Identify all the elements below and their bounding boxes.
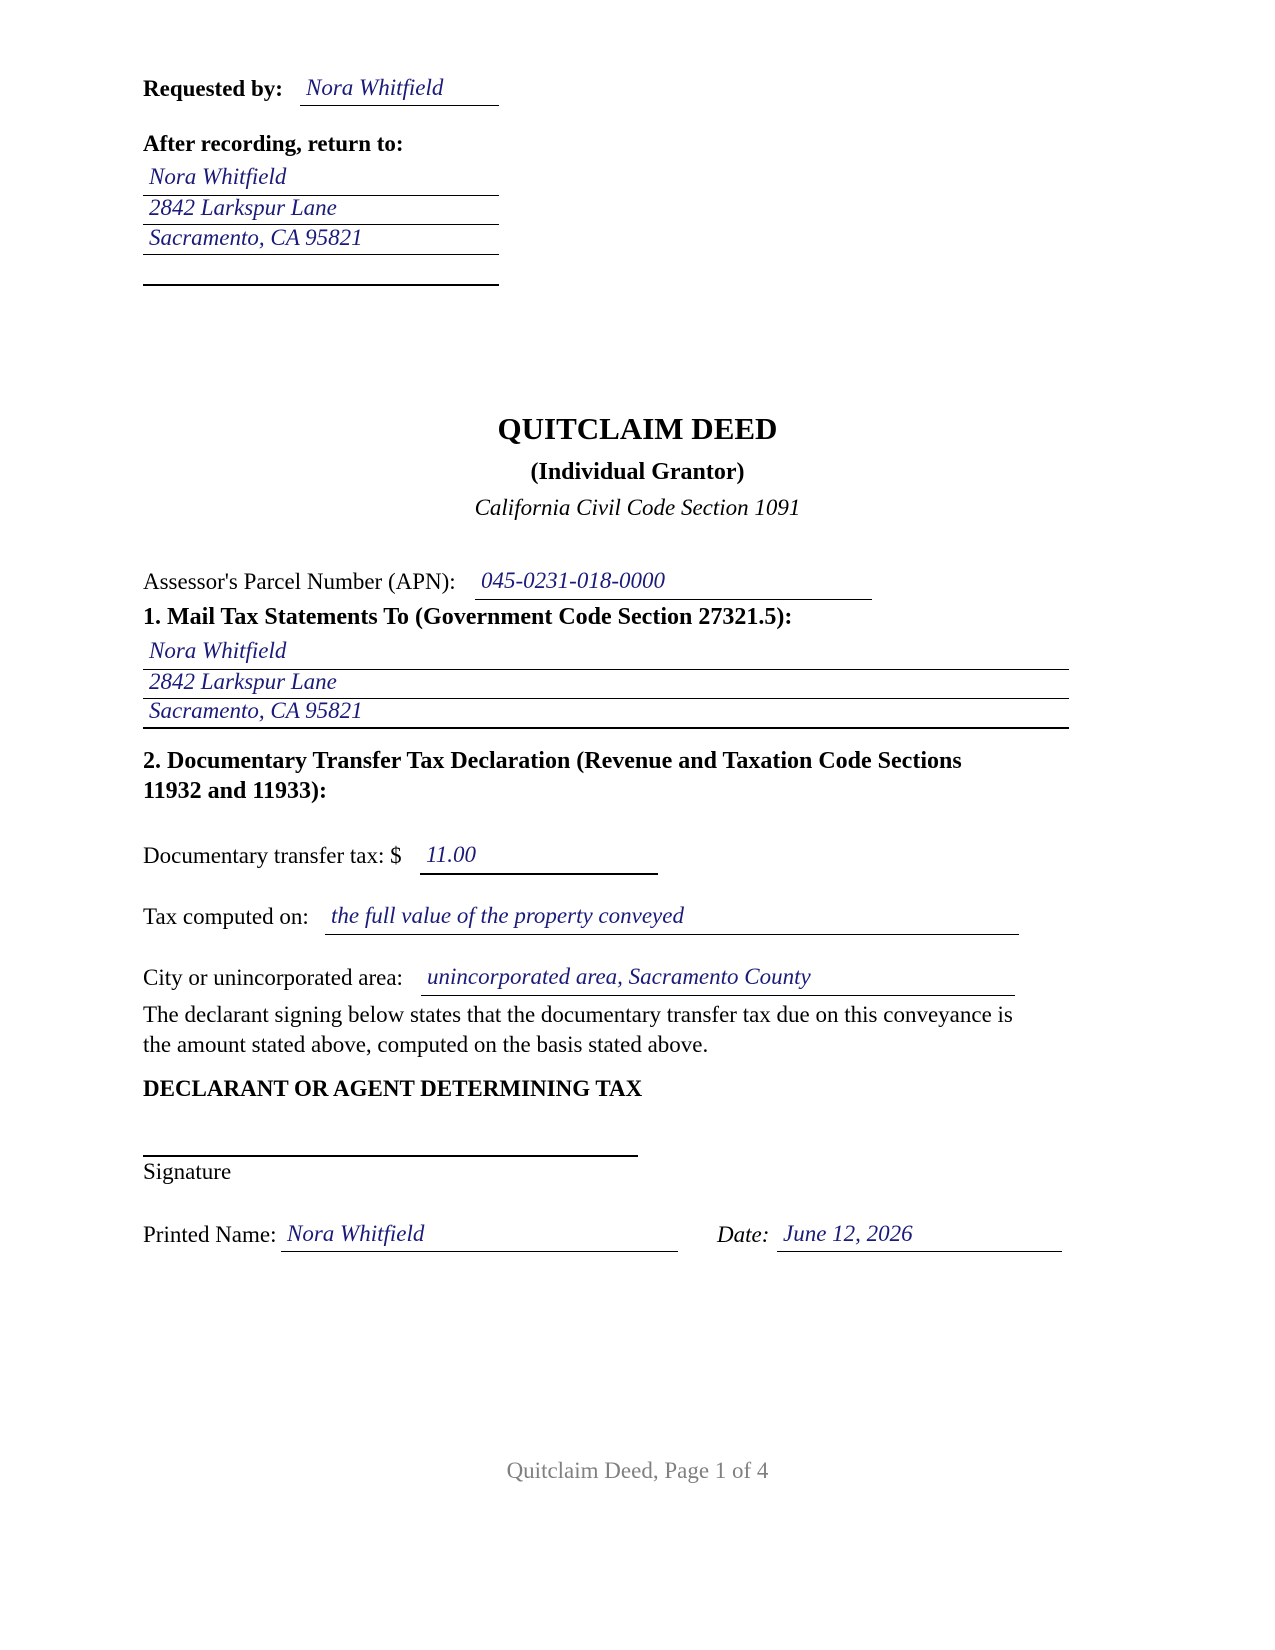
return-to-line-4[interactable] <box>143 254 499 286</box>
apn-field[interactable] <box>475 567 872 600</box>
requested-by-field[interactable] <box>300 74 499 106</box>
return-to-label: After recording, return to: <box>143 131 404 156</box>
declaration-statement-line-1: The declarant signing below states that the documentary transfer tax due on this conveyance is <box>143 1002 1013 1027</box>
date-label: Date: <box>717 1222 770 1247</box>
area-label: City or unincorporated area: <box>143 965 403 990</box>
section-2-heading-line-1: 2. Documentary Transfer Tax Declaration (Revenue and Taxation Code Sections <box>143 748 962 774</box>
tax-amount-field[interactable] <box>420 841 658 875</box>
requested-by-label: Requested by: <box>143 76 283 101</box>
return-to-line-4-value <box>143 255 149 280</box>
declaration-statement-line-2: the amount stated above, computed on the basis stated above. <box>143 1032 709 1057</box>
signature-label: Signature <box>143 1159 232 1184</box>
mail-tax-line-2[interactable] <box>143 668 1069 699</box>
mail-tax-line-3[interactable] <box>143 697 1069 729</box>
return-to-line-3-value: Sacramento, CA 95821 <box>149 225 363 250</box>
declarant-heading: DECLARANT OR AGENT DETERMINING TAX <box>143 1076 643 1101</box>
apn-value: 045-0231-018-0000 <box>481 568 665 593</box>
mail-tax-line-1[interactable] <box>143 637 1069 670</box>
printed-name-label: Printed Name: <box>143 1222 277 1247</box>
tax-amount-value: 11.00 <box>426 842 477 867</box>
return-to-line-2[interactable] <box>143 194 499 225</box>
area-value: unincorporated area, Sacramento County <box>427 964 811 989</box>
date-field[interactable] <box>777 1220 1062 1252</box>
return-to-line-2-value: 2842 Larkspur Lane <box>149 195 337 220</box>
requested-by-value: Nora Whitfield <box>306 75 444 100</box>
area-field[interactable] <box>421 963 1015 996</box>
mail-tax-line-2-value: 2842 Larkspur Lane <box>149 669 337 694</box>
section-1-heading: 1. Mail Tax Statements To (Government Code Section 27321.5): <box>143 604 793 630</box>
page-footer: Quitclaim Deed, Page 1 of 4 <box>506 1458 769 1483</box>
document-subtitle: (Individual Grantor) <box>530 459 745 485</box>
document-citation: California Civil Code Section 1091 <box>474 495 801 520</box>
tax-amount-label: Documentary transfer tax: $ <box>143 843 402 868</box>
return-to-line-1-value: Nora Whitfield <box>149 164 287 189</box>
date-value: June 12, 2026 <box>783 1221 913 1246</box>
mail-tax-line-1-value: Nora Whitfield <box>149 638 287 663</box>
tax-computed-field[interactable] <box>325 902 1019 935</box>
tax-computed-value: the full value of the property conveyed <box>331 903 684 928</box>
return-to-line-3[interactable] <box>143 224 499 255</box>
tax-computed-label: Tax computed on: <box>143 904 309 929</box>
mail-tax-line-3-value: Sacramento, CA 95821 <box>149 698 363 723</box>
document-title: QUITCLAIM DEED <box>497 411 778 446</box>
printed-name-field[interactable] <box>281 1220 678 1252</box>
apn-label: Assessor's Parcel Number (APN): <box>143 569 456 594</box>
section-2-heading-line-2: 11932 and 11933): <box>143 778 328 804</box>
return-to-line-1[interactable] <box>143 163 499 196</box>
printed-name-value: Nora Whitfield <box>287 1221 425 1246</box>
signature-line[interactable] <box>143 1125 638 1157</box>
